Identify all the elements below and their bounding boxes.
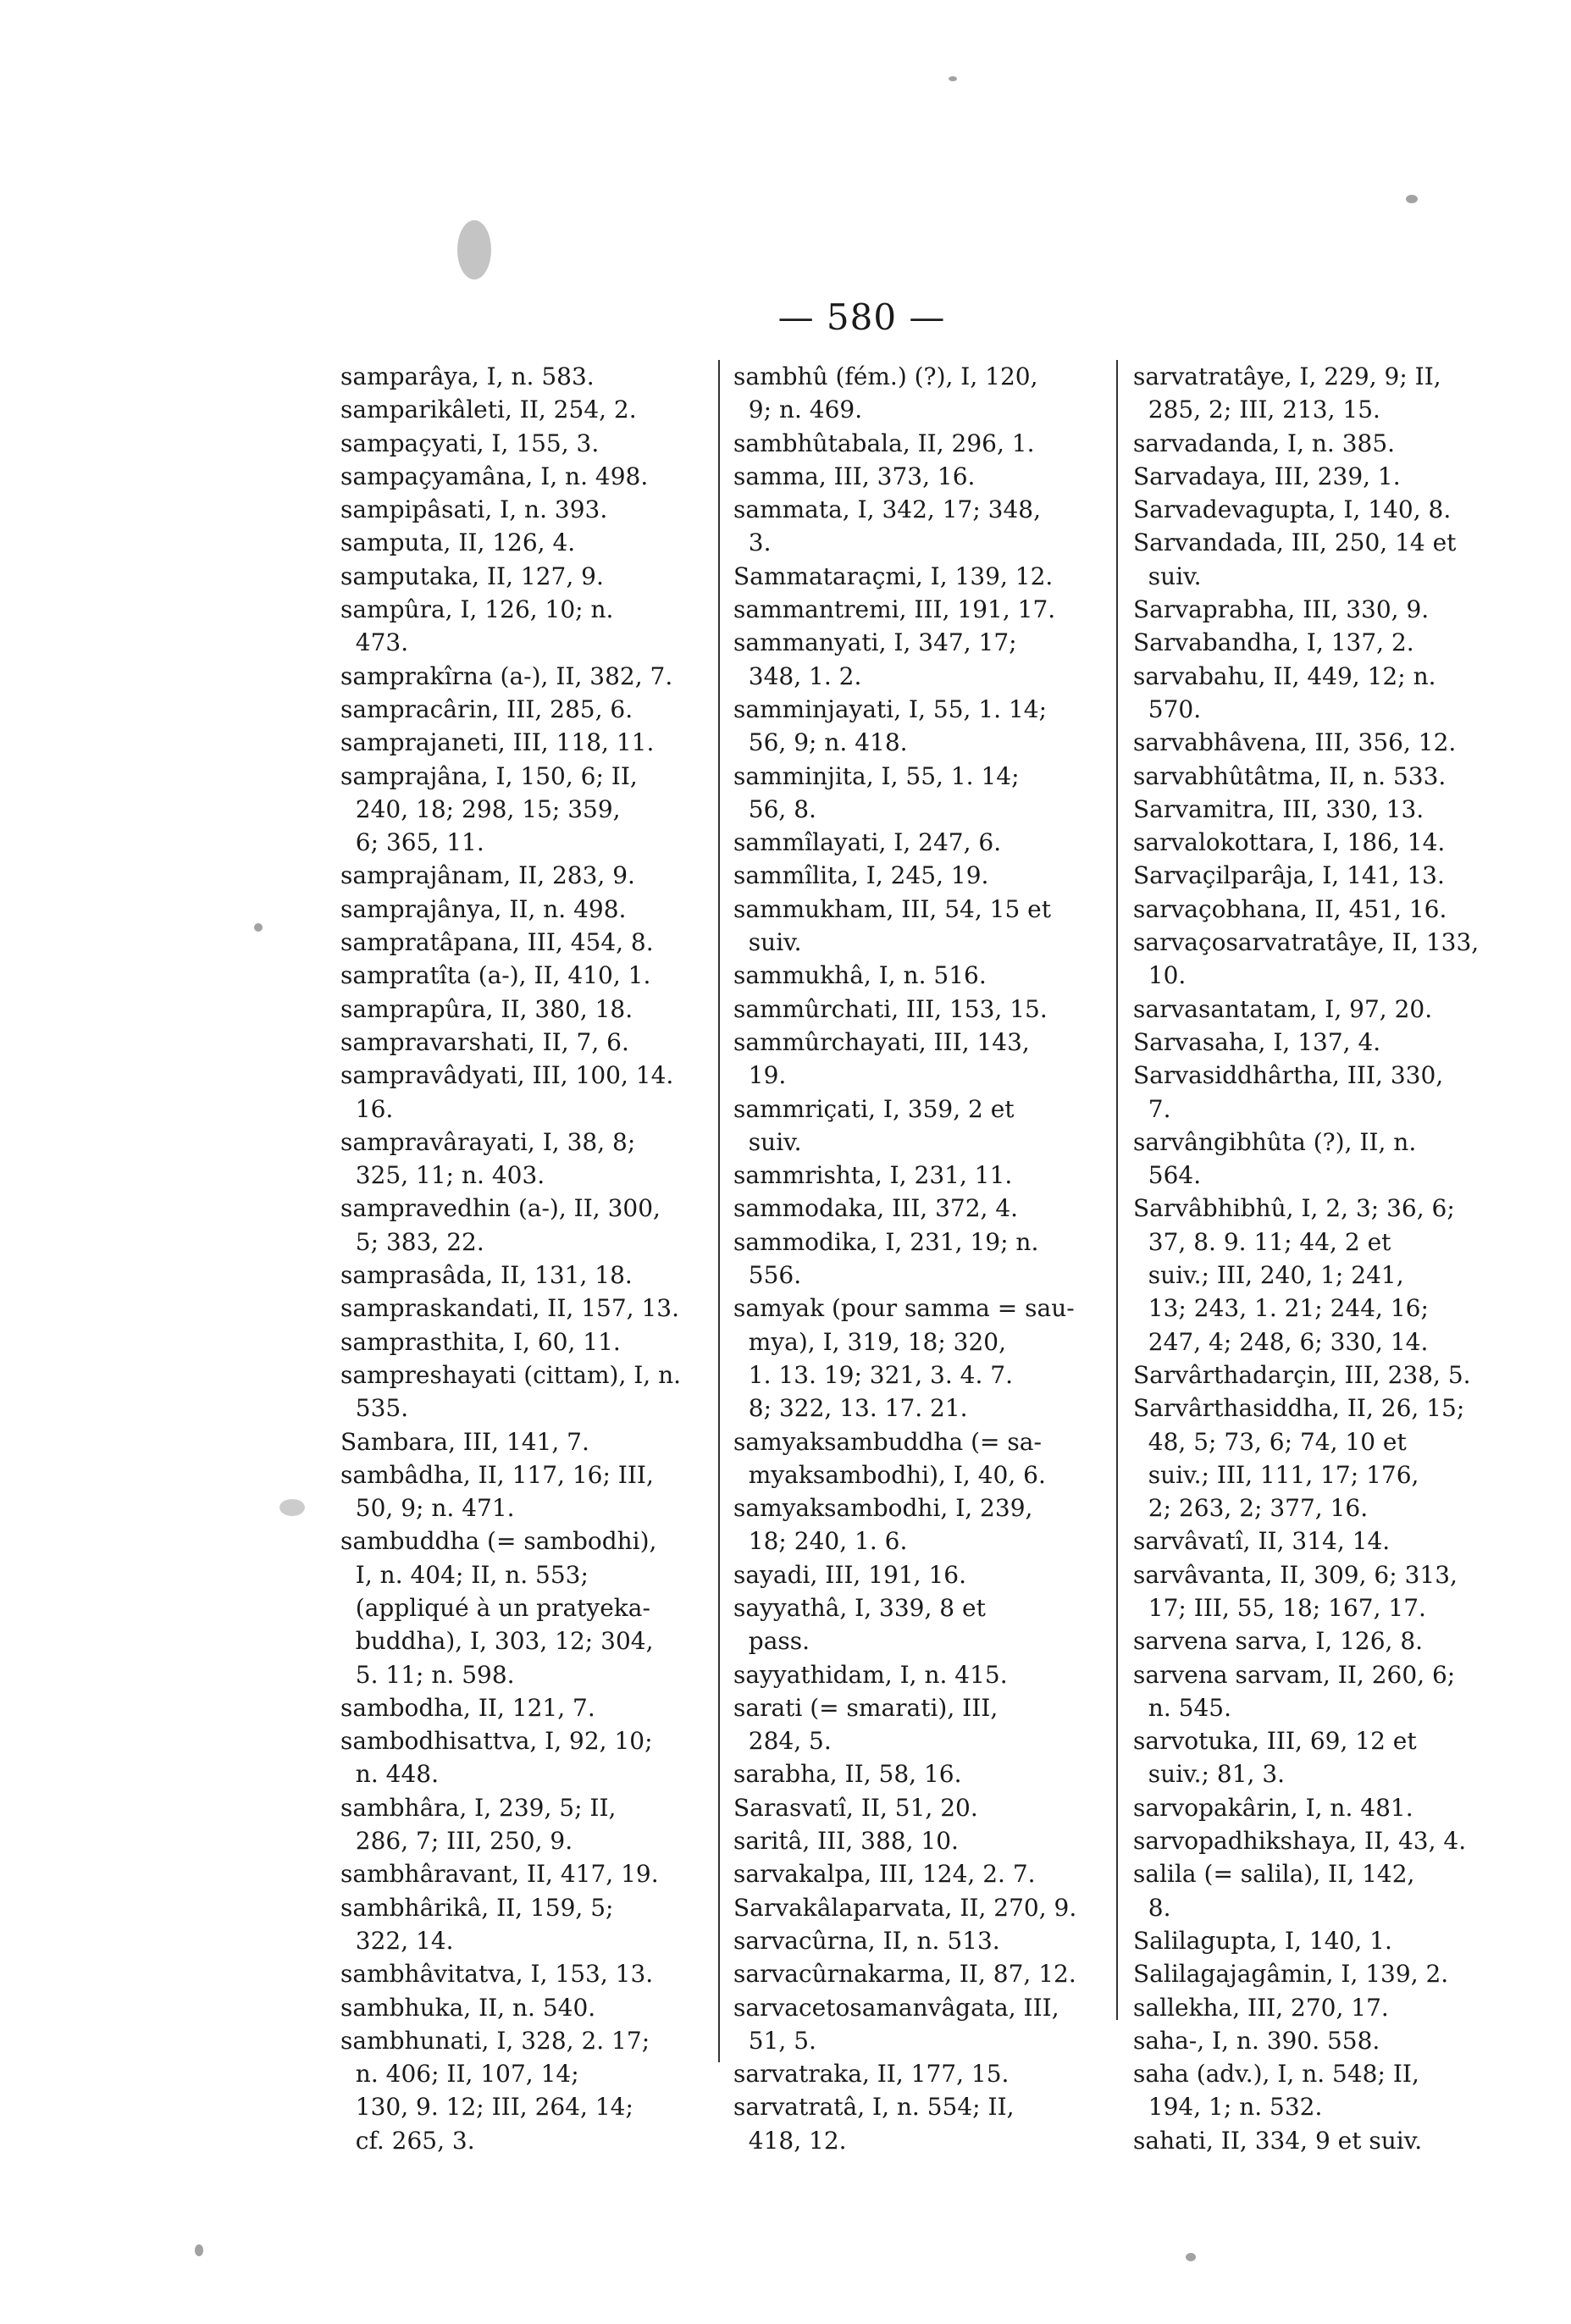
index-entry-line: sampravarshati, II, 7, 6. bbox=[340, 1027, 629, 1056]
index-entry-line: samprakîrna (a-), II, 382, 7. bbox=[340, 661, 673, 690]
index-entry-line: sammukham, III, 54, 15 et bbox=[733, 894, 1052, 923]
index-entry-line: Sarvâbhibhû, I, 2, 3; 36, 6; bbox=[1133, 1194, 1455, 1223]
index-entry-line: saritâ, III, 388, 10. bbox=[733, 1827, 959, 1856]
index-entry-line: Sarasvatî, II, 51, 20. bbox=[733, 1793, 978, 1822]
index-entry-line: sarvacetosamanvâgata, III, bbox=[733, 1993, 1059, 2022]
index-entry-line: samyaksambodhi, I, 239, bbox=[733, 1494, 1033, 1523]
index-entry-line: sarvatratâ, I, n. 554; II, bbox=[733, 2093, 1015, 2122]
index-entry-line: sahati, II, 334, 9 et suiv. bbox=[1133, 2126, 1423, 2155]
index-entry-line: sampraskandati, II, 157, 13. bbox=[340, 1294, 679, 1323]
index-entry-line: sarvabhûtâtma, II, n. 533. bbox=[1133, 761, 1447, 790]
index-entry-line: 194, 1; n. 532. bbox=[1133, 2093, 1323, 2122]
index-entry-line: Salilagajagâmin, I, 139, 2. bbox=[1133, 1960, 1449, 1989]
page-number: — 580 — bbox=[777, 296, 946, 338]
index-entry-line: sammodaka, III, 372, 4. bbox=[733, 1194, 1019, 1223]
index-entry-line: 240, 18; 298, 15; 359, bbox=[340, 794, 621, 823]
index-entry-line: sambhâvitatva, I, 153, 13. bbox=[340, 1960, 654, 1989]
index-entry-line: sarvadanda, I, n. 385. bbox=[1133, 429, 1396, 457]
index-entry-line: suiv. bbox=[733, 928, 802, 957]
index-entry-line: sammrishta, I, 231, 11. bbox=[733, 1161, 1013, 1190]
index-entry-line: samparâya, I, n. 583. bbox=[340, 362, 595, 390]
index-entry-line: samma, III, 373, 16. bbox=[733, 462, 976, 490]
index-entry-line: 48, 5; 73, 6; 74, 10 et bbox=[1133, 1427, 1407, 1456]
index-entry-line: sarvopakârin, I, n. 481. bbox=[1133, 1793, 1413, 1822]
index-entry-line: samputa, II, 126, 4. bbox=[340, 528, 576, 557]
index-entry-line: sambhârikâ, II, 159, 5; bbox=[340, 1893, 614, 1922]
index-entry-line: Sarvakâlaparvata, II, 270, 9. bbox=[733, 1893, 1077, 1922]
index-entry-line: sammîlayati, I, 247, 6. bbox=[733, 828, 1002, 857]
index-entry-line: pass. bbox=[733, 1627, 810, 1656]
scan-speck bbox=[195, 2244, 203, 2256]
index-entry-line: sarvâvanta, II, 309, 6; 313, bbox=[1133, 1560, 1458, 1589]
index-entry-line: 564. bbox=[1133, 1161, 1202, 1190]
index-entry-line: sambuddha (= sambodhi), bbox=[340, 1527, 657, 1556]
scan-speck bbox=[457, 220, 491, 279]
index-entry-line: sambâdha, II, 117, 16; III, bbox=[340, 1460, 654, 1489]
index-entry-line: saha (adv.), I, n. 548; II, bbox=[1133, 2060, 1419, 2089]
index-entry-line: sarabha, II, 58, 16. bbox=[733, 1760, 962, 1789]
index-entry-line: 9; n. 469. bbox=[733, 396, 863, 424]
index-entry-line: 285, 2; III, 213, 15. bbox=[1133, 396, 1380, 424]
index-entry-line: sarvatraka, II, 177, 15. bbox=[733, 2060, 1010, 2089]
index-entry-line: samprasâda, II, 131, 18. bbox=[340, 1261, 633, 1290]
index-entry-line: samprajâna, I, 150, 6; II, bbox=[340, 761, 638, 790]
index-entry-line: sampaçyamâna, I, n. 498. bbox=[340, 462, 649, 490]
index-entry-line: 3. bbox=[733, 528, 772, 557]
index-entry-line: 56, 8. bbox=[733, 794, 816, 823]
index-entry-line: n. 545. bbox=[1133, 1693, 1231, 1722]
index-entry-line: sambodha, II, 121, 7. bbox=[340, 1693, 595, 1722]
index-entry-line: 7. bbox=[1133, 1094, 1171, 1123]
index-entry-line: samprajaneti, III, 118, 11. bbox=[340, 728, 655, 757]
index-entry-line: sampratâpana, III, 454, 8. bbox=[340, 928, 654, 957]
index-entry-line: sampipâsati, I, n. 393. bbox=[340, 495, 608, 524]
index-entry-line: sarvalokottara, I, 186, 14. bbox=[1133, 828, 1446, 857]
index-entry-line: buddha), I, 303, 12; 304, bbox=[340, 1627, 654, 1656]
index-entry-line: sarvotuka, III, 69, 12 et bbox=[1133, 1727, 1417, 1756]
index-entry-line: sampratîta (a-), II, 410, 1. bbox=[340, 961, 651, 990]
index-entry-line: sammriçati, I, 359, 2 et bbox=[733, 1094, 1015, 1123]
index-entry-line: Sarvadaya, III, 239, 1. bbox=[1133, 462, 1401, 490]
index-entry-line: 16. bbox=[340, 1094, 394, 1123]
index-entry-line: Salilagupta, I, 140, 1. bbox=[1133, 1926, 1392, 1955]
index-entry-line: 51, 5. bbox=[733, 2026, 816, 2055]
index-entry-line: Sarvârthasiddha, II, 26, 15; bbox=[1133, 1394, 1465, 1423]
index-entry-line: 37, 8. 9. 11; 44, 2 et bbox=[1133, 1227, 1391, 1256]
index-entry-line: suiv. bbox=[733, 1127, 802, 1156]
index-entry-line: sampreshayati (cittam), I, n. bbox=[340, 1360, 682, 1389]
index-entry-line: I, n. 404; II, n. 553; bbox=[340, 1560, 589, 1589]
index-entry-line: sarvângibhûta (?), II, n. bbox=[1133, 1127, 1417, 1156]
index-entry-line: sallekha, III, 270, 17. bbox=[1133, 1993, 1389, 2022]
index-entry-line: Sarvadevagupta, I, 140, 8. bbox=[1133, 495, 1452, 524]
index-entry-line: sambhuka, II, n. 540. bbox=[340, 1993, 596, 2022]
column-divider bbox=[718, 360, 720, 2062]
index-column-2 bbox=[733, 360, 1103, 2239]
index-entry-line: Sarvasiddhârtha, III, 330, bbox=[1133, 1061, 1444, 1090]
index-entry-line: sayadi, III, 191, 16. bbox=[733, 1560, 967, 1589]
scan-speck bbox=[254, 923, 263, 932]
index-entry-line: saha-, I, n. 390. 558. bbox=[1133, 2026, 1380, 2055]
index-entry-line: sammanyati, I, 347, 17; bbox=[733, 628, 1017, 657]
index-entry-line: 13; 243, 1. 21; 244, 16; bbox=[1133, 1294, 1429, 1323]
index-entry-line: Sarvasaha, I, 137, 4. bbox=[1133, 1027, 1381, 1056]
index-entry-line: sarvatratâye, I, 229, 9; II, bbox=[1133, 362, 1441, 390]
index-entry-line: 1. 13. 19; 321, 3. 4. 7. bbox=[733, 1360, 1013, 1389]
index-entry-line: sayyathidam, I, n. 415. bbox=[733, 1660, 1008, 1689]
index-entry-line: sambhâravant, II, 417, 19. bbox=[340, 1860, 659, 1889]
index-entry-line: sarvacûrnakarma, II, 87, 12. bbox=[733, 1960, 1076, 1989]
index-entry-line: sarvakalpa, III, 124, 2. 7. bbox=[733, 1860, 1036, 1889]
index-entry-line: Sarvabandha, I, 137, 2. bbox=[1133, 628, 1414, 657]
index-entry-line: sammata, I, 342, 17; 348, bbox=[733, 495, 1042, 524]
index-entry-line: Sambara, III, 141, 7. bbox=[340, 1427, 589, 1456]
index-entry-line: 8. bbox=[1133, 1893, 1171, 1922]
index-entry-line: (appliqué à un pratyeka- bbox=[340, 1593, 650, 1622]
index-entry-line: samprajânya, II, n. 498. bbox=[340, 894, 627, 923]
index-entry-line: myaksambodhi), I, 40, 6. bbox=[733, 1460, 1046, 1489]
index-entry-line: 348, 1. 2. bbox=[733, 661, 862, 690]
index-entry-line: 286, 7; III, 250, 9. bbox=[340, 1827, 573, 1856]
index-entry-line: sambodhisattva, I, 92, 10; bbox=[340, 1727, 653, 1756]
index-entry-line: 50, 9; n. 471. bbox=[340, 1494, 515, 1523]
index-entry-line: sambhunati, I, 328, 2. 17; bbox=[340, 2026, 650, 2055]
index-entry-line: samputaka, II, 127, 9. bbox=[340, 562, 604, 590]
index-entry-line: 19. bbox=[733, 1061, 787, 1090]
index-entry-line: 10. bbox=[1133, 961, 1187, 990]
index-entry-line: Sarvaçilparâja, I, 141, 13. bbox=[1133, 861, 1445, 890]
index-entry-line: samyaksambuddha (= sa- bbox=[733, 1427, 1042, 1456]
index-entry-line: 418, 12. bbox=[733, 2126, 847, 2155]
index-entry-line: sampaçyati, I, 155, 3. bbox=[340, 429, 600, 457]
index-entry-line: 5. 11; n. 598. bbox=[340, 1660, 515, 1689]
index-entry-line: Sarvaprabha, III, 330, 9. bbox=[1133, 595, 1430, 624]
index-entry-line: suiv.; 81, 3. bbox=[1133, 1760, 1286, 1789]
index-entry-line: sarvena sarva, I, 126, 8. bbox=[1133, 1627, 1424, 1656]
index-entry-line: sayyathâ, I, 339, 8 et bbox=[733, 1593, 986, 1622]
index-entry-line: sampravedhin (a-), II, 300, bbox=[340, 1194, 661, 1223]
index-entry-line: sambhâra, I, 239, 5; II, bbox=[340, 1793, 617, 1822]
index-entry-line: 247, 4; 248, 6; 330, 14. bbox=[1133, 1327, 1429, 1356]
index-entry-line: sarati (= smarati), III, bbox=[733, 1693, 998, 1722]
index-entry-line: 284, 5. bbox=[733, 1727, 832, 1756]
index-entry-line: sampravâdyati, III, 100, 14. bbox=[340, 1061, 674, 1090]
index-entry-line: sammukhâ, I, n. 516. bbox=[733, 961, 987, 990]
index-column-1 bbox=[340, 360, 696, 2239]
index-entry-line: sambhûtabala, II, 296, 1. bbox=[733, 429, 1035, 457]
index-entry-line: sammûrchayati, III, 143, bbox=[733, 1027, 1030, 1056]
index-entry-line: Sarvârthadarçin, III, 238, 5. bbox=[1133, 1360, 1471, 1389]
index-entry-line: samprasthita, I, 60, 11. bbox=[340, 1327, 621, 1356]
index-entry-line: sammantremi, III, 191, 17. bbox=[733, 595, 1056, 624]
index-entry-line: n. 448. bbox=[340, 1760, 439, 1789]
index-entry-line: sarvopadhikshaya, II, 43, 4. bbox=[1133, 1827, 1467, 1856]
index-entry-line: sammîlita, I, 245, 19. bbox=[733, 861, 989, 890]
index-entry-line: samparikâleti, II, 254, 2. bbox=[340, 396, 637, 424]
index-entry-line: 18; 240, 1. 6. bbox=[733, 1527, 908, 1556]
index-entry-line: 535. bbox=[340, 1394, 409, 1423]
index-entry-line: mya), I, 319, 18; 320, bbox=[733, 1327, 1006, 1356]
index-entry-line: n. 406; II, 107, 14; bbox=[340, 2060, 579, 2089]
index-entry-line: Sammataraçmi, I, 139, 12. bbox=[733, 562, 1054, 590]
index-entry-line: 56, 9; n. 418. bbox=[733, 728, 908, 757]
index-entry-line: suiv. bbox=[1133, 562, 1202, 590]
index-entry-line: 2; 263, 2; 377, 16. bbox=[1133, 1494, 1369, 1523]
index-entry-line: sampracârin, III, 285, 6. bbox=[340, 694, 633, 723]
index-entry-line: sarvasantatam, I, 97, 20. bbox=[1133, 994, 1433, 1023]
index-entry-line: 570. bbox=[1133, 694, 1202, 723]
index-entry-line: Sarvandada, III, 250, 14 et bbox=[1133, 528, 1457, 557]
index-entry-line: sammodika, I, 231, 19; n. bbox=[733, 1227, 1039, 1256]
index-entry-line: 5; 383, 22. bbox=[340, 1227, 484, 1256]
index-entry-line: 6; 365, 11. bbox=[340, 828, 484, 857]
index-entry-line: sarvabhâvena, III, 356, 12. bbox=[1133, 728, 1457, 757]
index-entry-line: suiv.; III, 111, 17; 176, bbox=[1133, 1460, 1419, 1489]
index-entry-line: salila (= salila), II, 142, bbox=[1133, 1860, 1415, 1889]
index-entry-line: samprapûra, II, 380, 18. bbox=[340, 994, 633, 1023]
index-entry-line: samminjayati, I, 55, 1. 14; bbox=[733, 694, 1048, 723]
index-entry-line: 17; III, 55, 18; 167, 17. bbox=[1133, 1593, 1426, 1622]
index-entry-line: 556. bbox=[733, 1261, 802, 1290]
index-entry-line: samyak (pour samma = sau- bbox=[733, 1294, 1075, 1323]
index-entry-line: cf. 265, 3. bbox=[340, 2126, 475, 2155]
index-entry-line: sarvena sarvam, II, 260, 6; bbox=[1133, 1660, 1456, 1689]
index-entry-line: 325, 11; n. 403. bbox=[340, 1161, 545, 1190]
scan-speck bbox=[949, 76, 957, 81]
index-entry-line: samminjita, I, 55, 1. 14; bbox=[733, 761, 1020, 790]
index-entry-line: sammûrchati, III, 153, 15. bbox=[733, 994, 1048, 1023]
index-entry-line: 8; 322, 13. 17. 21. bbox=[733, 1394, 968, 1423]
index-entry-line: sambhû (fém.) (?), I, 120, bbox=[733, 362, 1038, 390]
index-entry-line: samprajânam, II, 283, 9. bbox=[340, 861, 635, 890]
index-entry-line: 130, 9. 12; III, 264, 14; bbox=[340, 2093, 633, 2122]
index-entry-line: sarvâvatî, II, 314, 14. bbox=[1133, 1527, 1391, 1556]
scan-speck bbox=[1186, 2253, 1196, 2261]
index-entry-line: sarvabahu, II, 449, 12; n. bbox=[1133, 661, 1436, 690]
index-column-3 bbox=[1133, 360, 1506, 2239]
index-entry-line: sarvaçobhana, II, 451, 16. bbox=[1133, 894, 1447, 923]
index-entry-line: 322, 14. bbox=[340, 1926, 454, 1955]
index-entry-line: sampûra, I, 126, 10; n. bbox=[340, 595, 614, 624]
index-entry-line: suiv.; III, 240, 1; 241, bbox=[1133, 1261, 1404, 1290]
scan-speck bbox=[1406, 195, 1418, 203]
column-divider bbox=[1116, 360, 1118, 2020]
index-entry-line: Sarvamitra, III, 330, 13. bbox=[1133, 794, 1424, 823]
index-entry-line: sarvaçosarvatratâye, II, 133, bbox=[1133, 928, 1480, 957]
index-entry-line: sarvacûrna, II, n. 513. bbox=[733, 1926, 1000, 1955]
scan-speck bbox=[279, 1499, 305, 1516]
index-entry-line: sampravârayati, I, 38, 8; bbox=[340, 1127, 636, 1156]
index-entry-line: 473. bbox=[340, 628, 409, 657]
